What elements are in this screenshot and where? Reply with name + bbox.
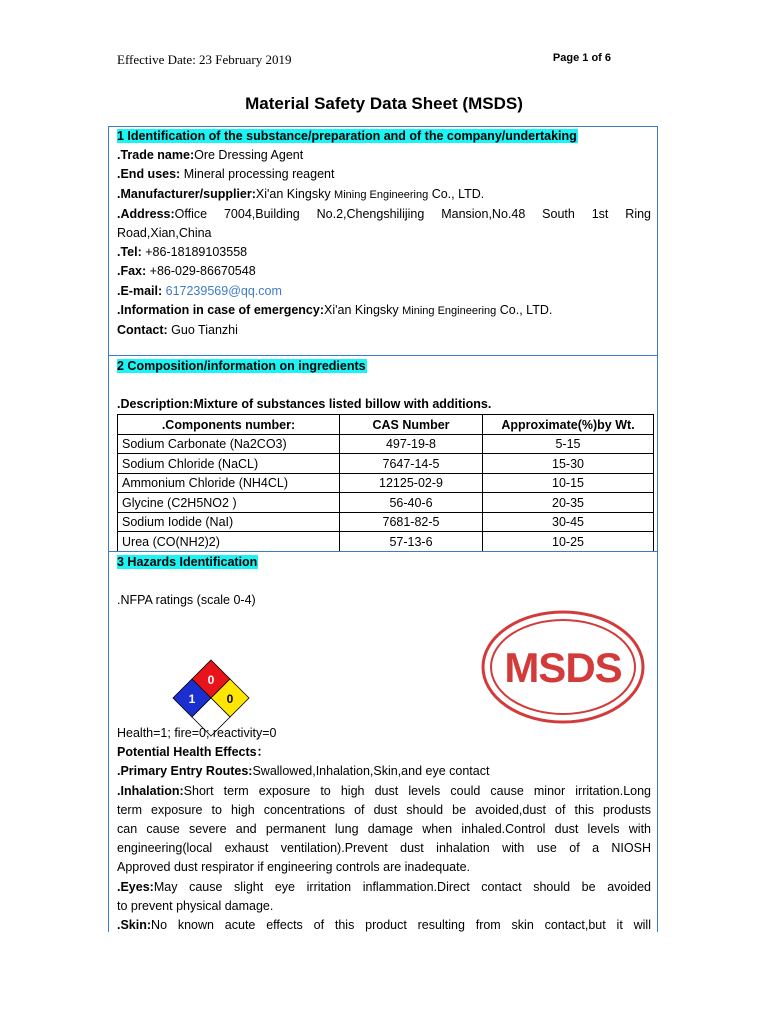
page-number: Page 1 of 6 <box>552 52 611 64</box>
manufacturer-line: .Manufacturer/supplier:Xi'an Kingsky Mining Engineering Co., LTD. <box>117 186 485 201</box>
table-row: Urea (CO(NH2)2) 57-13-6 10-25 <box>118 532 654 552</box>
emergency-line: .Information in case of emergency:Xi'an Kingsky Mining Engineering Co., LTD. <box>117 302 553 317</box>
table-row: Sodium Carbonate (Na2CO3) 497-19-8 5-15 <box>118 434 654 454</box>
col-header: Approximate(%)by Wt. <box>483 415 654 435</box>
document-title: Material Safety Data Sheet (MSDS) <box>245 94 523 113</box>
address-line-2: Road,Xian,China <box>117 226 212 241</box>
end-uses-line: .End uses: Mineral processing reagent <box>117 167 335 182</box>
page-header <box>117 52 611 70</box>
table-row: Glycine (C2H5NO2 ) 56-40-6 20-35 <box>118 493 654 513</box>
section-composition <box>108 355 658 552</box>
section-identification <box>108 126 658 356</box>
section1-heading: 1 Identification of the substance/preparation and of the company/undertaking <box>117 129 577 143</box>
table-row: Sodium Iodide (NaI) 7681-82-5 30-45 <box>118 512 654 532</box>
table-header-row <box>118 415 654 435</box>
fax-line: .Fax: +86-029-86670548 <box>117 264 256 279</box>
nfpa-label: .NFPA ratings (scale 0-4) <box>117 593 256 608</box>
entry-routes-line: .Primary Entry Routes:Swallowed,Inhalation,Skin,and eye contact <box>117 764 490 779</box>
section3-heading: 3 Hazards Identification <box>117 555 258 569</box>
effective-date: Effective Date: 23 February 2019 <box>117 52 292 67</box>
contact-line: Contact: Guo Tianzhi <box>117 323 238 338</box>
email-link[interactable]: 617239569@qq.com <box>162 283 282 298</box>
components-table <box>117 414 654 552</box>
nfpa-reactivity: 0 <box>226 692 234 706</box>
inhalation-line-3: can cause severe and permanent lung damage when inhaled.Control dust levels with <box>117 822 651 837</box>
table-row: Sodium Chloride (NaCL) 7647-14-5 15-30 <box>118 454 654 474</box>
description-line: .Description:Mixture of substances listed billow with additions. <box>117 397 492 412</box>
email-line: .E-mail: 617239569@qq.com <box>117 283 282 298</box>
inhalation-line-5: Approved dust respirator if engineering controls are inadequate. <box>117 860 470 875</box>
inhalation-line-4: engineering(local exhaust ventilation).Prevent dust inhalation with use of a NIOSH <box>117 841 651 856</box>
tel-line: .Tel: +86-18189103558 <box>117 245 248 260</box>
address-line-1: .Address:Office 7004,Building No.2,Chengshilijing Mansion,No.48 South 1st Ring <box>117 206 651 221</box>
col-header: CAS Number <box>340 415 483 435</box>
nfpa-fire: 0 <box>207 673 215 687</box>
section-hazards <box>108 551 658 932</box>
msds-logo <box>481 610 645 724</box>
skin-line-1: .Skin:No known acute effects of this product resulting from skin contact,but it will <box>117 918 651 933</box>
hazards-text <box>117 724 651 935</box>
eyes-line-2: to prevent physical damage. <box>117 898 274 913</box>
trade-name-line: .Trade name:Ore Dressing Agent <box>117 148 304 163</box>
table-row: Ammonium Chloride (NH4CL) 12125-02-9 10-15 <box>118 473 654 493</box>
col-header: .Components number: <box>118 415 340 435</box>
msds-logo-text: MSDS <box>504 644 622 691</box>
nfpa-health: 1 <box>188 692 196 706</box>
inhalation-line-1: .Inhalation:Short term exposure to high dust levels could cause minor irritation.Long <box>117 783 651 798</box>
eyes-line-1: .Eyes:May cause slight eye irritation inflammation.Direct contact should be avoided <box>117 879 651 894</box>
ratings-line: Health=1; fire=0; reactivity=0 <box>117 726 277 740</box>
potential-health-label: Potential Health Effects： <box>117 745 270 760</box>
inhalation-line-2: term exposure to high concentrations of dust should be avoided,dust of this produsts <box>117 802 651 817</box>
section2-heading: 2 Composition/information on ingredients <box>117 359 366 373</box>
